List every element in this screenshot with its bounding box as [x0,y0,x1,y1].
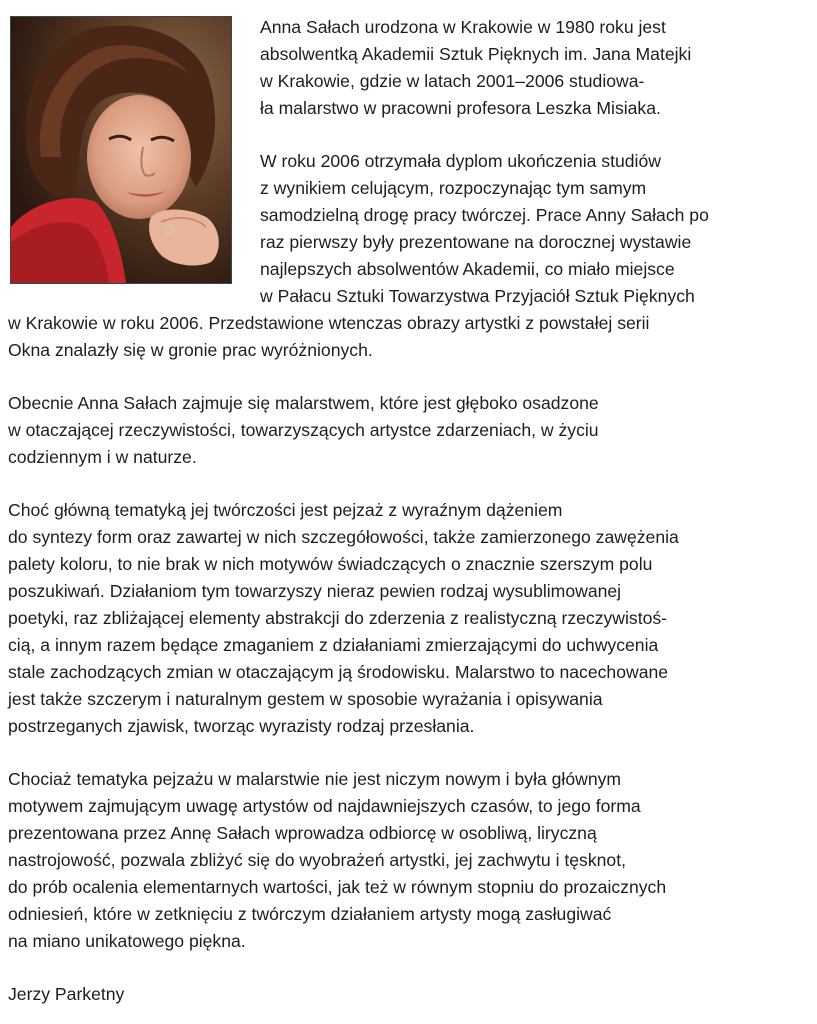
paragraph-5-line: prezentowana przez Annę Sałach wprowadza odbiorcę w osobliwą, liryczną [8,823,597,843]
artist-portrait-photo [10,16,232,284]
paragraph-5-line: do prób ocalenia elementarnych wartości, jak też w równym stopniu do prozaicznych [8,877,667,897]
paragraph-5-line: odniesień, które w zetknięciu z twórczym działaniem artysty mogą zasługiwać [8,904,612,924]
paragraph-5-line: Chociaż tematyka pejzażu w malarstwie nie jest niczym nowym i była głównym [8,769,622,789]
paragraph-2-line: w Krakowie w roku 2006. Przedstawione wtenczas obrazy artystki z powstałej serii [8,313,650,333]
paragraph-2-line: samodzielną drogę pracy twórczej. Prace Anny Sałach po [260,205,709,225]
paragraph-5-line: motywem zajmującym uwagę artystów od najdawniejszych czasów, to jego forma [8,796,641,816]
paragraph-4-line: postrzeganych zjawisk, tworząc wyrazisty rodzaj przesłania. [8,716,475,736]
paragraph-5-line: nastrojowość, pozwala zbliżyć się do wyobrażeń artystki, jej zachwytu i tęsknot, [8,850,626,870]
paragraph-2-line: Okna znalazły się w gronie prac wyróżnionych. [8,340,373,360]
paragraph-5-line: na miano unikatowego piękna. [8,931,246,951]
paragraph-2-line: najlepszych absolwentów Akademii, co miało miejsce [260,259,675,279]
paragraph-4-line: cią, a innym razem będące zmaganiem z działaniami zmierzającymi do uchwycenia [8,635,659,655]
author-signature: Jerzy Parketny [8,984,125,1004]
paragraph-4-line: palety koloru, to nie brak w nich motywów świadczących o znacznie szerszym polu [8,554,653,574]
paragraph-1-line: w Krakowie, gdzie w latach 2001–2006 studiowa- [260,71,645,91]
paragraph-3-line: codziennym i w naturze. [8,447,197,467]
paragraph-3-line: Obecnie Anna Sałach zajmuje się malarstwem, które jest głęboko osadzone [8,393,599,413]
paragraph-4-line: do syntezy form oraz zawartej w nich szczegółowości, także zamierzonego zawężenia [8,527,679,547]
paragraph-2-line: W roku 2006 otrzymała dyplom ukończenia studiów [260,151,661,171]
paragraph-4-line: Choć główną tematyką jej twórczości jest pejzaż z wyraźnym dążeniem [8,500,563,520]
paragraph-3-line: w otaczającej rzeczywistości, towarzyszących artystce zdarzeniach, w życiu [8,420,599,440]
paragraph-1-line: ła malarstwo w pracowni profesora Leszka Misiaka. [260,98,661,118]
paragraph-2-line: w Pałacu Sztuki Towarzystwa Przyjaciół Sztuk Pięknych [260,286,695,306]
paragraph-2-line: raz pierwszy były prezentowane na dorocznej wystawie [260,232,692,252]
paragraph-4-line: poetyki, raz zbliżającej elementy abstrakcji do zderzenia z realistyczną rzeczywistoś- [8,608,668,628]
paragraph-4-line: stale zachodzących zmian w otaczającym ją środowisku. Malarstwo to nacechowane [8,662,669,682]
paragraph-4-line: poszukiwań. Działaniom tym towarzyszy nieraz pewien rodzaj wysublimowanej [8,581,622,601]
paragraph-2-line: z wynikiem celującym, rozpoczynając tym samym [260,178,647,198]
paragraph-1-line: Anna Sałach urodzona w Krakowie w 1980 roku jest [260,17,666,37]
paragraph-1-line: absolwentką Akademii Sztuk Pięknych im. Jana Matejki [260,44,692,64]
paragraph-4-line: jest także szczerym i naturalnym gestem w sposobie wyrażania i opisywania [8,689,603,709]
